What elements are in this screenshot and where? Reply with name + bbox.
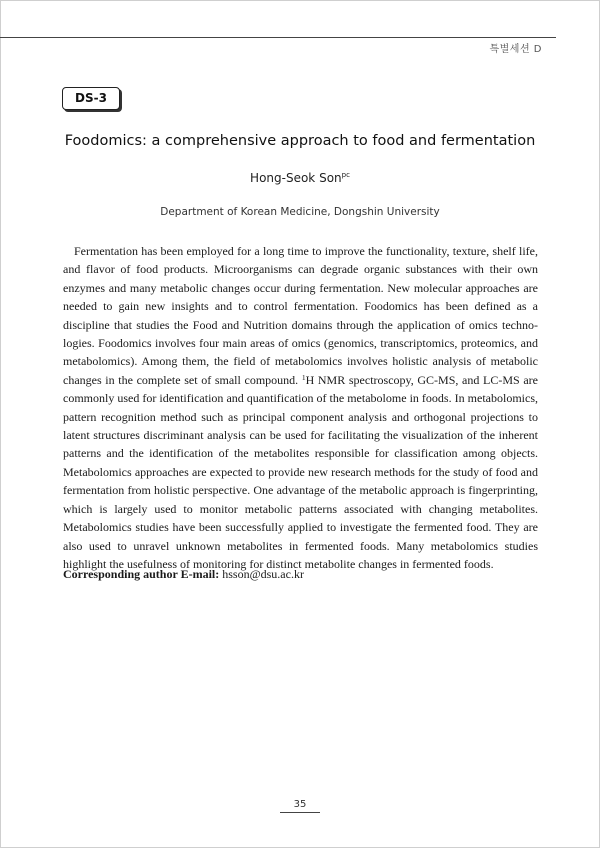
author-affiliation: Department of Korean Medicine, Dongshin University <box>160 206 440 218</box>
page-number: 35 <box>293 799 307 810</box>
paper-title: Foodomics: a comprehensive approach to food and fermentation <box>64 133 536 149</box>
header-rule <box>0 37 556 38</box>
page-number-rule <box>280 812 320 813</box>
abstract-text-part2: H NMR spectroscopy, GC-MS, and LC-MS are commonly used for identification and quantification of the metabolome in foods. In metabolomics, pattern recognition method such as principal component analysis and orthogonal projections to latent structures discriminant analysis can be used for facilitating the visualization of the inherent patterns and the identification of the metabolites responsible for classification among objects. Metabolomics approaches are expected to provide new research methods for the study of food and fermentation from holistic perspective. One advantage of the metabolic approach is fingerprinting, which is largely used to monitor metabolic patterns associated with changing metabolites. Metabolomics studies have been successfully applied to investigate the fermented food. They are also used to unravel unknown metabolites in fermented foods. Many metabolomics studies highlight the usefulness of monitoring for distinct metabolite changes in fermented foods. <box>63 372 538 571</box>
author-mark: pc <box>341 171 350 179</box>
paper-code-badge: DS-3 <box>62 87 120 110</box>
abstract-text-part1: Fermentation has been employed for a long time to improve the functionality, texture, shelf life, and flavor of food products. Microorganisms can degrade organic substances with their own enzymes and many metabolic changes occur during fermentation. New molecular approaches are needed to gain new insights and to control fermentation. Foodomics has been defined as a discipline that studies the Food and Nutrition domains through the application of omics technologies. Foodomics involves four main areas of omics (genomics, transcriptomics, proteomics, and metabolomics). Among them, the field of metabolomics involves holistic analysis of metabolic changes in the complete set of small compound. <box>63 244 538 387</box>
corresponding-email: hsson@dsu.ac.kr <box>222 567 304 581</box>
nmr-isotope-superscript: 1 <box>301 372 306 382</box>
corresponding-label: Corresponding author E-mail: <box>63 567 220 581</box>
abstract-paragraph <box>63 242 538 573</box>
author-line <box>40 171 560 185</box>
corresponding-author <box>63 567 304 582</box>
section-header: 특별세션 D <box>489 44 542 55</box>
author-name: Hong-Seok Son <box>250 171 342 185</box>
